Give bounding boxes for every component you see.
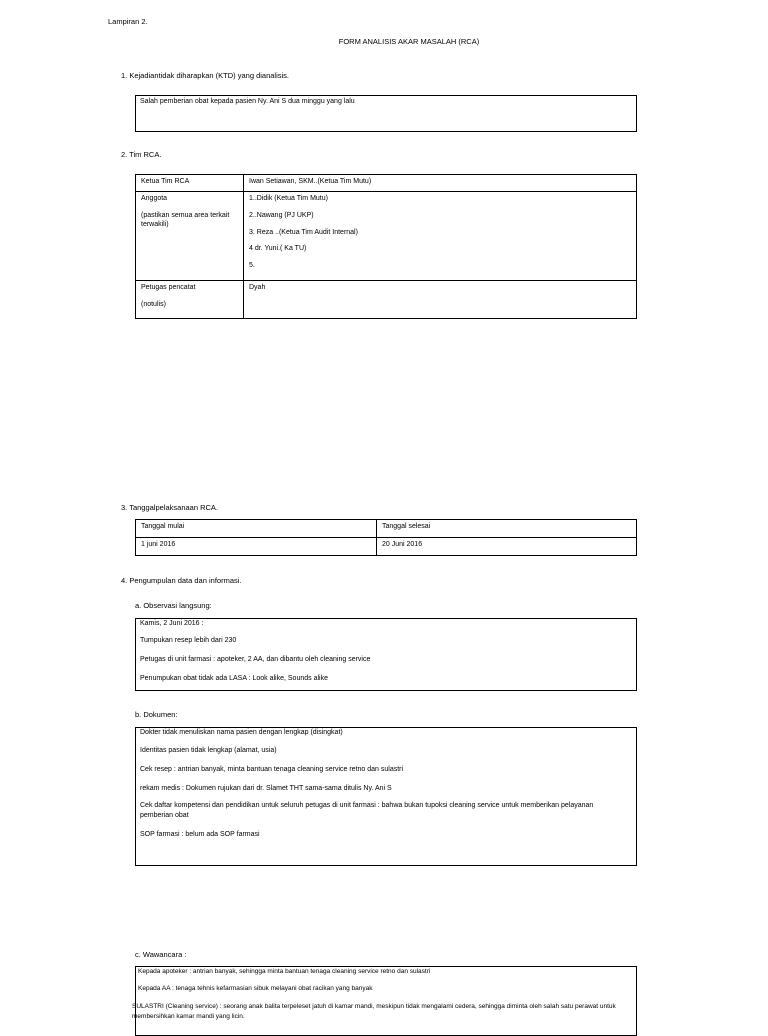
section-4c-heading: c. Wawancara : [135, 950, 187, 959]
page-title: FORM ANALISIS AKAR MASALAH (RCA) [338, 37, 480, 46]
team-label: Ketua Tim RCA [141, 178, 190, 185]
team-label: Petugas pencatat [141, 284, 196, 291]
document-line: Dokter tidak menuliskan nama pasien dengan lengkap (disingkat) [140, 729, 343, 736]
start-date-header: Tanggal mulai [141, 523, 185, 530]
team-value-cell [244, 175, 637, 192]
rca-team-table [135, 174, 637, 319]
team-value: Iwan Setiawan, SKM..(Ketua Tim Mutu) [249, 178, 372, 185]
observation-line: Kamis, 2 Juni 2016 : [140, 620, 204, 627]
table-row [136, 192, 637, 281]
interview-box [132, 966, 637, 1036]
team-member: 1..Didik (Ketua Tim Mutu) [249, 195, 328, 202]
date-value-cell [136, 538, 377, 556]
table-row [136, 281, 637, 319]
team-label-cell [136, 192, 244, 281]
interview-line: Kepada AA : tenaga tehnis kefarmasian sibuk melayani obat racikan yang banyak [138, 985, 373, 992]
team-value: Dyah [249, 284, 266, 291]
team-label-cell [136, 281, 244, 319]
team-member: 5. [249, 262, 255, 269]
start-date-value: 1 juni 2016 [141, 541, 176, 548]
document-line: Cek resep : antrian banyak, minta bantuan tenaga cleaning service retno dan sulastri [140, 766, 404, 773]
team-value-cell [244, 281, 637, 319]
section-1-box [135, 95, 637, 132]
date-value-cell [377, 538, 637, 556]
observation-line: Petugas di unit farmasi : apoteker, 2 AA, dan dibantu oleh cleaning service [140, 656, 371, 663]
section-4-heading: 4. Pengumpulan data dan informasi. [121, 576, 242, 585]
lampiran-label: Lampiran 2. [108, 17, 148, 26]
team-label: Anggota [141, 195, 168, 202]
date-header-cell [136, 520, 377, 538]
observation-line: Penumpukan obat tidak ada LASA : Look alike, Sounds alike [140, 675, 328, 682]
team-member: 2..Nawang (PJ UKP) [249, 211, 314, 219]
team-label-note: (pastikan semua area terkait terwakili) [141, 211, 230, 228]
document-line: Identitas pasien tidak lengkap (alamat, usia) [140, 747, 277, 754]
document-box [135, 727, 637, 866]
observation-line: Tumpukan resep lebih dari 230 [140, 637, 237, 644]
section-4b-heading: b. Dokumen: [135, 710, 178, 719]
document-line: SOP farmasi : belum ada SOP farmasi [140, 831, 260, 838]
interview-line: SULASTRI (Cleaning service) : seorang anak balita terpeleset jatuh di kamar mandi, meskipun tidak mengalami cedera, sehingga diminta oleh salah satu perawat untuk membersihkan kamar mandi yang licin. [132, 1003, 616, 1020]
table-row [136, 175, 637, 192]
end-date-header: Tanggal selesai [382, 523, 431, 530]
team-label-note: (notulis) [141, 300, 166, 308]
team-value-cell [244, 192, 637, 281]
section-1-heading: 1. Kejadiantidak diharapkan (KTD) yang dianalisis. [121, 71, 290, 80]
section-3-heading: 3. Tanggalpelaksanaan RCA. [121, 503, 219, 512]
rca-date-table [135, 519, 637, 556]
interview-line: Kepada apoteker : antrian banyak, sehingga minta bantuan tenaga cleaning service retno dan sulastri [138, 968, 431, 975]
section-2-heading: 2. Tim RCA. [121, 150, 162, 159]
team-member: 4 dr. Yuni.( Ka TU) [249, 245, 307, 253]
table-row [136, 538, 637, 556]
document-line: rekam medis : Dokumen rujukan dari dr. Slamet THT sama-sama ditulis Ny. Ani S [140, 785, 392, 792]
table-row [136, 520, 637, 538]
team-label-cell [136, 175, 244, 192]
section-4a-heading: a. Observasi langsung: [135, 601, 212, 610]
team-member: 3. Reza ..(Ketua Tim Audit Internal) [249, 228, 358, 236]
document-line: Cek daftar kompetensi dan pendidikan untuk seluruh petugas di unit farmasi : bahwa bukan tupoksi cleaning service untuk memberikan pelayanan pemberian obat [140, 802, 594, 819]
date-header-cell [377, 520, 637, 538]
observation-box [135, 618, 637, 691]
end-date-value: 20 Juni 2016 [382, 541, 423, 548]
section-1-content: Salah pemberian obat kepada pasien Ny. Ani S dua minggu yang lalu [140, 98, 355, 105]
